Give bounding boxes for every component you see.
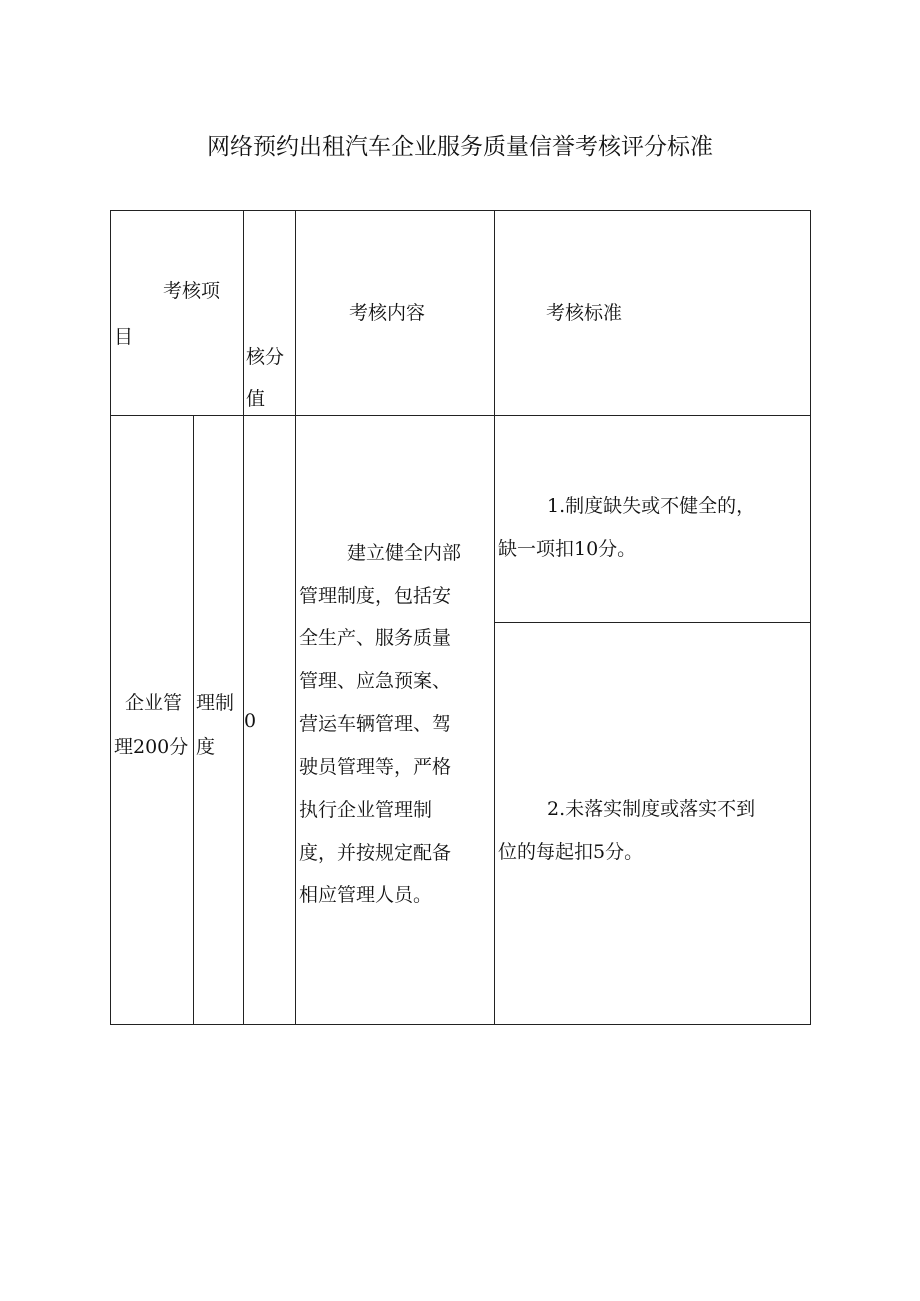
content-line: 建立健全内部 xyxy=(347,542,462,564)
header-item-line1: 考核项 xyxy=(163,280,221,302)
content-line: 驶员管理等，严格 xyxy=(299,756,452,778)
standard2-line1: 2.未落实制度或落实不到 xyxy=(547,798,756,820)
header-score-line1: 核分 xyxy=(246,346,285,368)
col-divider-standard xyxy=(494,210,495,1025)
subitem-line2: 度 xyxy=(196,736,216,758)
standard1-line2: 缺一项扣10分。 xyxy=(498,538,637,560)
standard1-line1: 1.制度缺失或不健全的， xyxy=(547,495,756,517)
subitem-line1: 理制 xyxy=(196,692,235,714)
header-score-line2: 值 xyxy=(246,388,266,410)
content-line: 执行企业管理制 xyxy=(299,799,433,821)
content-line: 营运车辆管理、驾 xyxy=(299,713,452,735)
header-divider xyxy=(110,415,811,416)
content-line: 全生产、服务质量 xyxy=(299,627,452,649)
content-line: 度，并按规定配备 xyxy=(299,842,452,864)
standard-divider xyxy=(494,622,811,623)
score-table xyxy=(110,210,811,1025)
col-divider-content xyxy=(295,210,296,1025)
content-line: 管理、应急预案、 xyxy=(299,670,452,692)
header-standard: 考核标准 xyxy=(546,302,623,324)
content-line: 管理制度，包括安 xyxy=(299,585,452,607)
standard2-line2: 位的每起扣5分。 xyxy=(498,841,644,863)
category-line2: 理200分 xyxy=(114,736,189,758)
content-line: 相应管理人员。 xyxy=(299,884,433,906)
col-divider-sub xyxy=(193,415,194,1025)
col-divider-score xyxy=(243,210,244,1025)
category-line1: 企业管 xyxy=(125,692,183,714)
header-item-line2: 目 xyxy=(114,326,134,348)
header-content: 考核内容 xyxy=(349,302,426,324)
score-value: 0 xyxy=(244,710,257,732)
page-title: 网络预约出租汽车企业服务质量信誉考核评分标准 xyxy=(207,134,713,160)
